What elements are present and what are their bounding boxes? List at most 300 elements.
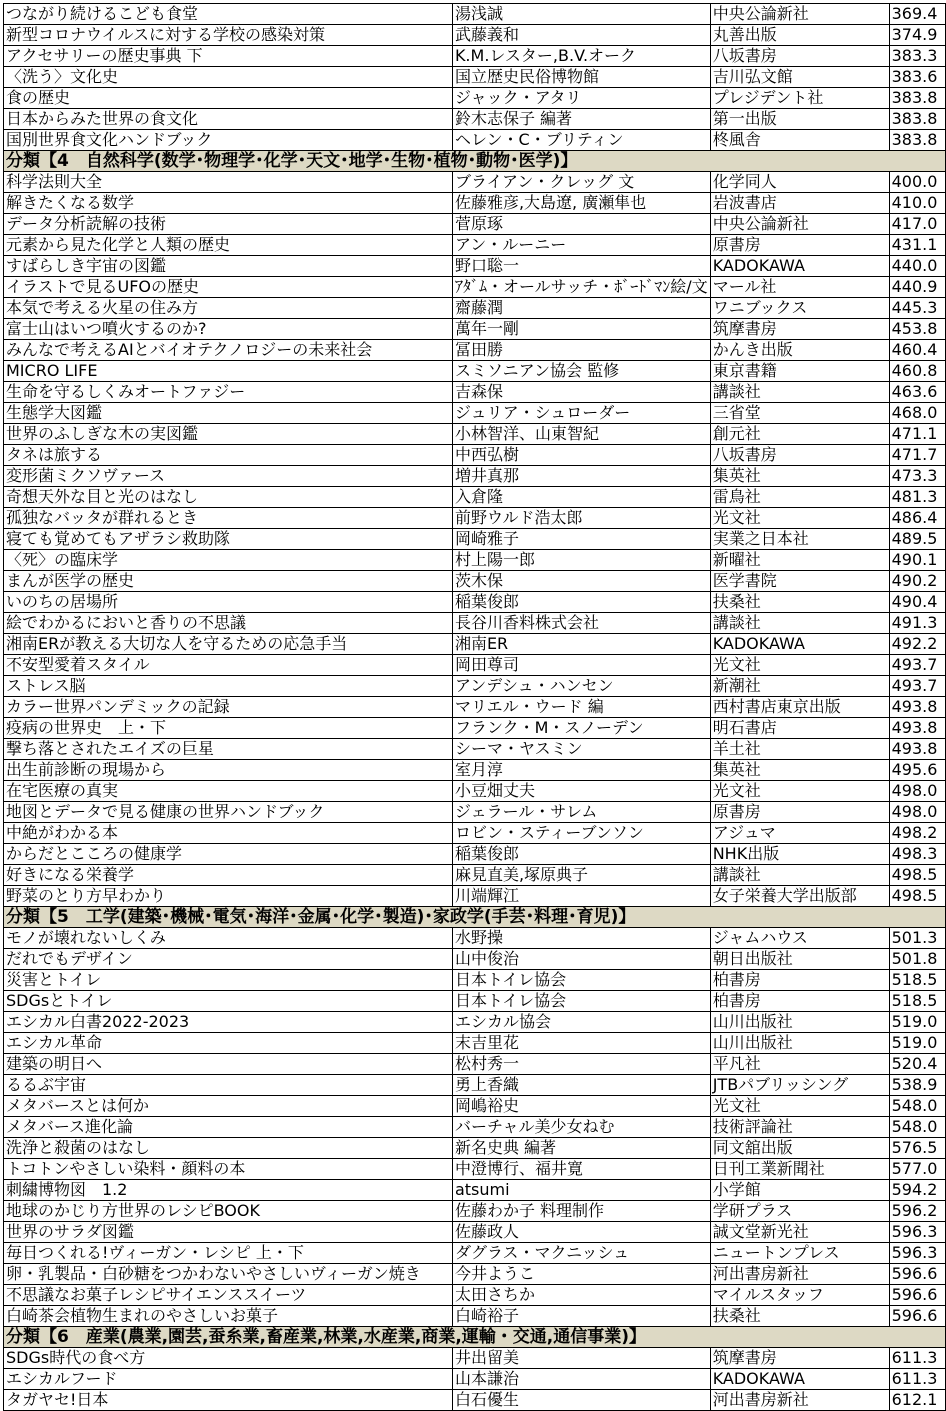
book-row bbox=[4, 1390, 946, 1411]
author-cell: 稲葉俊郎 bbox=[452, 844, 710, 865]
publisher-cell: 集英社 bbox=[710, 466, 889, 487]
book-title-cell: 絵でわかるにおいと香りの不思議 bbox=[4, 613, 453, 634]
publisher-cell: 光文社 bbox=[710, 781, 889, 802]
author-cell: 太田さちか bbox=[452, 1285, 710, 1306]
book-title-cell: 食の歴史 bbox=[4, 88, 453, 109]
author-cell: ダグラス・マクニッシュ bbox=[452, 1243, 710, 1264]
classification-number-cell: 383.6 bbox=[889, 67, 945, 88]
author-cell: ロビン・スティーブンソン bbox=[452, 823, 710, 844]
publisher-cell: 丸善出版 bbox=[710, 25, 889, 46]
book-title-cell: 〈死〉の臨床学 bbox=[4, 550, 453, 571]
book-row bbox=[4, 466, 946, 487]
publisher-cell: 明石書店 bbox=[710, 718, 889, 739]
classification-number-cell: 460.4 bbox=[889, 340, 945, 361]
publisher-cell: 羊土社 bbox=[710, 739, 889, 760]
classification-number-cell: 495.6 bbox=[889, 760, 945, 781]
publisher-cell: マイルスタッフ bbox=[710, 1285, 889, 1306]
book-row bbox=[4, 193, 946, 214]
book-row bbox=[4, 1075, 946, 1096]
classification-number-cell: 519.0 bbox=[889, 1033, 945, 1054]
author-cell: 齋藤潤 bbox=[452, 298, 710, 319]
publisher-cell: 山川出版社 bbox=[710, 1012, 889, 1033]
author-cell: 萬年一剛 bbox=[452, 319, 710, 340]
author-cell: 井出留美 bbox=[452, 1348, 710, 1369]
publisher-cell: ニュートンプレス bbox=[710, 1243, 889, 1264]
author-cell: 佐藤政人 bbox=[452, 1222, 710, 1243]
classification-number-cell: 493.8 bbox=[889, 697, 945, 718]
publisher-cell: 学研プラス bbox=[710, 1201, 889, 1222]
classification-number-cell: 410.0 bbox=[889, 193, 945, 214]
classification-number-cell: 596.6 bbox=[889, 1306, 945, 1327]
book-title-cell: エシカル革命 bbox=[4, 1033, 453, 1054]
author-cell: 岡嶋裕史 bbox=[452, 1096, 710, 1117]
book-title-cell: 元素から見た化学と人類の歴史 bbox=[4, 235, 453, 256]
classification-number-cell: 431.1 bbox=[889, 235, 945, 256]
classification-number-cell: 445.3 bbox=[889, 298, 945, 319]
book-row bbox=[4, 403, 946, 424]
classification-number-cell: 490.1 bbox=[889, 550, 945, 571]
author-cell: 増井真那 bbox=[452, 466, 710, 487]
author-cell: 岡崎雅子 bbox=[452, 529, 710, 550]
book-title-cell: いのちの居場所 bbox=[4, 592, 453, 613]
classification-number-cell: 538.9 bbox=[889, 1075, 945, 1096]
author-cell: 岡田尊司 bbox=[452, 655, 710, 676]
classification-number-cell: 383.8 bbox=[889, 109, 945, 130]
book-title-cell: 生命を守るしくみオートファジー bbox=[4, 382, 453, 403]
classification-number-cell: 498.0 bbox=[889, 781, 945, 802]
publisher-cell: 創元社 bbox=[710, 424, 889, 445]
publisher-cell: 岩波書店 bbox=[710, 193, 889, 214]
book-title-cell: 毎日つくれる!ヴィーガン・レシピ 上・下 bbox=[4, 1243, 453, 1264]
book-row bbox=[4, 1033, 946, 1054]
classification-number-cell: 468.0 bbox=[889, 403, 945, 424]
classification-number-cell: 596.6 bbox=[889, 1285, 945, 1306]
publisher-cell: 光文社 bbox=[710, 508, 889, 529]
publisher-cell: かんき出版 bbox=[710, 340, 889, 361]
book-title-cell: 変形菌ミクソヴァース bbox=[4, 466, 453, 487]
publisher-cell: 河出書房新社 bbox=[710, 1264, 889, 1285]
book-title-cell: 科学法則大全 bbox=[4, 172, 453, 193]
author-cell: 川端輝江 bbox=[452, 886, 710, 907]
book-title-cell: 生態学大図鑑 bbox=[4, 403, 453, 424]
book-row bbox=[4, 298, 946, 319]
classification-number-cell: 440.0 bbox=[889, 256, 945, 277]
publisher-cell: 柏書房 bbox=[710, 991, 889, 1012]
book-title-cell: つながり続けるこども食堂 bbox=[4, 4, 453, 25]
book-row bbox=[4, 424, 946, 445]
book-title-cell: すばらしき宇宙の図鑑 bbox=[4, 256, 453, 277]
book-row bbox=[4, 697, 946, 718]
classification-number-cell: 493.8 bbox=[889, 739, 945, 760]
book-title-cell: 在宅医療の真実 bbox=[4, 781, 453, 802]
book-title-cell: メタバース進化論 bbox=[4, 1117, 453, 1138]
category-header: 分類【6 産業(農業,園芸,蚕糸業,畜産業,林業,水産業,商業,運輸・交通,通信事業)】 bbox=[4, 1327, 946, 1348]
author-cell: 日本トイレ協会 bbox=[452, 991, 710, 1012]
publisher-cell: 柏書房 bbox=[710, 970, 889, 991]
book-title-cell: まんが医学の歴史 bbox=[4, 571, 453, 592]
author-cell: 松村秀一 bbox=[452, 1054, 710, 1075]
book-row bbox=[4, 844, 946, 865]
publisher-cell: 平凡社 bbox=[710, 1054, 889, 1075]
book-row bbox=[4, 655, 946, 676]
category-header-row bbox=[4, 907, 946, 928]
classification-number-cell: 611.3 bbox=[889, 1369, 945, 1390]
classification-number-cell: 369.4 bbox=[889, 4, 945, 25]
book-row bbox=[4, 1138, 946, 1159]
book-title-cell: エシカル白書2022-2023 bbox=[4, 1012, 453, 1033]
book-row bbox=[4, 550, 946, 571]
publisher-cell: 小学館 bbox=[710, 1180, 889, 1201]
book-title-cell: トコトンやさしい染料・顔料の本 bbox=[4, 1159, 453, 1180]
classification-number-cell: 453.8 bbox=[889, 319, 945, 340]
book-row bbox=[4, 676, 946, 697]
publisher-cell: 中央公論新社 bbox=[710, 4, 889, 25]
classification-number-cell: 493.7 bbox=[889, 676, 945, 697]
classification-number-cell: 518.5 bbox=[889, 991, 945, 1012]
book-title-cell: 地球のかじり方世界のレシピBOOK bbox=[4, 1201, 453, 1222]
author-cell: 吉森保 bbox=[452, 382, 710, 403]
book-title-cell: 世界のふしぎな木の実図鑑 bbox=[4, 424, 453, 445]
author-cell: ｱﾀﾞﾑ・オールサッチ・ﾎﾞｰﾄﾞﾏﾝ絵/文 bbox=[452, 277, 710, 298]
book-title-cell: 卵・乳製品・白砂糖をつかわないやさしいヴィーガン焼き bbox=[4, 1264, 453, 1285]
publisher-cell: 雷鳥社 bbox=[710, 487, 889, 508]
book-row bbox=[4, 1243, 946, 1264]
book-title-cell: 寝ても覚めてもアザラシ救助隊 bbox=[4, 529, 453, 550]
author-cell: 野口聡一 bbox=[452, 256, 710, 277]
category-header: 分類【5 工学(建築･機械･電気･海洋･金属･化学･製造)･家政学(手芸･料理･育児)】 bbox=[4, 907, 946, 928]
classification-number-cell: 471.1 bbox=[889, 424, 945, 445]
classification-number-cell: 501.3 bbox=[889, 928, 945, 949]
publisher-cell: 筑摩書房 bbox=[710, 319, 889, 340]
book-row bbox=[4, 529, 946, 550]
classification-number-cell: 548.0 bbox=[889, 1117, 945, 1138]
classification-number-cell: 417.0 bbox=[889, 214, 945, 235]
publisher-cell: 実業之日本社 bbox=[710, 529, 889, 550]
book-title-cell: 日本からみた世界の食文化 bbox=[4, 109, 453, 130]
classification-number-cell: 490.2 bbox=[889, 571, 945, 592]
book-list-body bbox=[4, 4, 946, 1411]
publisher-cell: 女子栄養大学出版部 bbox=[710, 886, 889, 907]
author-cell: 日本トイレ協会 bbox=[452, 970, 710, 991]
publisher-cell: プレジデント社 bbox=[710, 88, 889, 109]
classification-number-cell: 596.6 bbox=[889, 1264, 945, 1285]
book-row bbox=[4, 1348, 946, 1369]
author-cell: 鈴木志保子 編著 bbox=[452, 109, 710, 130]
book-title-cell: 世界のサラダ図鑑 bbox=[4, 1222, 453, 1243]
book-title-cell: 撃ち落とされたエイズの巨星 bbox=[4, 739, 453, 760]
book-row bbox=[4, 1201, 946, 1222]
classification-number-cell: 548.0 bbox=[889, 1096, 945, 1117]
book-title-cell: からだとこころの健康学 bbox=[4, 844, 453, 865]
publisher-cell: 扶桑社 bbox=[710, 1306, 889, 1327]
book-title-cell: 国別世界食文化ハンドブック bbox=[4, 130, 453, 151]
book-row bbox=[4, 109, 946, 130]
author-cell: ブライアン・クレッグ 文 bbox=[452, 172, 710, 193]
book-title-cell: 中絶がわかる本 bbox=[4, 823, 453, 844]
book-title-cell: 〈洗う〉文化史 bbox=[4, 67, 453, 88]
book-row bbox=[4, 361, 946, 382]
classification-number-cell: 498.5 bbox=[889, 865, 945, 886]
classification-number-cell: 576.5 bbox=[889, 1138, 945, 1159]
book-row bbox=[4, 571, 946, 592]
author-cell: 麻見直美,塚原典子 bbox=[452, 865, 710, 886]
author-cell: 稲葉俊郎 bbox=[452, 592, 710, 613]
publisher-cell: KADOKAWA bbox=[710, 256, 889, 277]
author-cell: 国立歴史民俗博物館 bbox=[452, 67, 710, 88]
book-title-cell: 富士山はいつ噴火するのか? bbox=[4, 319, 453, 340]
author-cell: バーチャル美少女ねむ bbox=[452, 1117, 710, 1138]
book-title-cell: アクセサリーの歴史事典 下 bbox=[4, 46, 453, 67]
classification-number-cell: 498.2 bbox=[889, 823, 945, 844]
author-cell: 茨木保 bbox=[452, 571, 710, 592]
book-row bbox=[4, 739, 946, 760]
classification-number-cell: 577.0 bbox=[889, 1159, 945, 1180]
book-row bbox=[4, 592, 946, 613]
author-cell: アンデシュ・ハンセン bbox=[452, 676, 710, 697]
author-cell: 村上陽一郎 bbox=[452, 550, 710, 571]
book-row bbox=[4, 760, 946, 781]
book-title-cell: 不安型愛着スタイル bbox=[4, 655, 453, 676]
publisher-cell: 筑摩書房 bbox=[710, 1348, 889, 1369]
book-row bbox=[4, 214, 946, 235]
book-list-table bbox=[3, 3, 946, 1411]
publisher-cell: 光文社 bbox=[710, 655, 889, 676]
book-row bbox=[4, 634, 946, 655]
author-cell: 勇上香織 bbox=[452, 1075, 710, 1096]
book-row bbox=[4, 802, 946, 823]
author-cell: 水野操 bbox=[452, 928, 710, 949]
publisher-cell: 山川出版社 bbox=[710, 1033, 889, 1054]
book-row bbox=[4, 928, 946, 949]
author-cell: エシカル協会 bbox=[452, 1012, 710, 1033]
author-cell: 湘南ER bbox=[452, 634, 710, 655]
book-title-cell: 災害とトイレ bbox=[4, 970, 453, 991]
classification-number-cell: 486.4 bbox=[889, 508, 945, 529]
book-row bbox=[4, 319, 946, 340]
book-row bbox=[4, 1096, 946, 1117]
author-cell: 新名史典 編著 bbox=[452, 1138, 710, 1159]
book-title-cell: 孤独なバッタが群れるとき bbox=[4, 508, 453, 529]
publisher-cell: 西村書店東京出版 bbox=[710, 697, 889, 718]
book-row bbox=[4, 1306, 946, 1327]
classification-number-cell: 383.8 bbox=[889, 88, 945, 109]
book-row bbox=[4, 1117, 946, 1138]
book-title-cell: データ分析読解の技術 bbox=[4, 214, 453, 235]
publisher-cell: ワニブックス bbox=[710, 298, 889, 319]
classification-number-cell: 498.3 bbox=[889, 844, 945, 865]
publisher-cell: JTBパブリッシング bbox=[710, 1075, 889, 1096]
author-cell: 白石優生 bbox=[452, 1390, 710, 1411]
publisher-cell: 誠文堂新光社 bbox=[710, 1222, 889, 1243]
publisher-cell: 八坂書房 bbox=[710, 445, 889, 466]
category-header: 分類【4 自然科学(数学･物理学･化学･天文･地学･生物･植物･動物･医学)】 bbox=[4, 151, 946, 172]
publisher-cell: 日刊工業新聞社 bbox=[710, 1159, 889, 1180]
author-cell: 山本謙治 bbox=[452, 1369, 710, 1390]
category-header-row bbox=[4, 1327, 946, 1348]
classification-number-cell: 492.2 bbox=[889, 634, 945, 655]
book-row bbox=[4, 172, 946, 193]
publisher-cell: 河出書房新社 bbox=[710, 1390, 889, 1411]
author-cell: 前野ウルド浩太郎 bbox=[452, 508, 710, 529]
classification-number-cell: 519.0 bbox=[889, 1012, 945, 1033]
book-row bbox=[4, 4, 946, 25]
publisher-cell: 吉川弘文館 bbox=[710, 67, 889, 88]
book-row bbox=[4, 1180, 946, 1201]
book-title-cell: メタバースとは何か bbox=[4, 1096, 453, 1117]
author-cell: 武藤義和 bbox=[452, 25, 710, 46]
classification-number-cell: 596.3 bbox=[889, 1243, 945, 1264]
book-title-cell: 奇想天外な目と光のはなし bbox=[4, 487, 453, 508]
publisher-cell: 扶桑社 bbox=[710, 592, 889, 613]
book-title-cell: だれでもデザイン bbox=[4, 949, 453, 970]
book-title-cell: 不思議なお菓子レシピサイエンススイーツ bbox=[4, 1285, 453, 1306]
book-row bbox=[4, 130, 946, 151]
publisher-cell: 東京書籍 bbox=[710, 361, 889, 382]
publisher-cell: 八坂書房 bbox=[710, 46, 889, 67]
book-row bbox=[4, 1012, 946, 1033]
book-title-cell: るるぶ宇宙 bbox=[4, 1075, 453, 1096]
classification-number-cell: 489.5 bbox=[889, 529, 945, 550]
classification-number-cell: 491.3 bbox=[889, 613, 945, 634]
publisher-cell: 中央公論新社 bbox=[710, 214, 889, 235]
book-row bbox=[4, 445, 946, 466]
book-title-cell: 解きたくなる数学 bbox=[4, 193, 453, 214]
book-title-cell: 出生前診断の現場から bbox=[4, 760, 453, 781]
classification-number-cell: 440.9 bbox=[889, 277, 945, 298]
book-title-cell: カラー世界パンデミックの記録 bbox=[4, 697, 453, 718]
author-cell: 入倉隆 bbox=[452, 487, 710, 508]
classification-number-cell: 383.3 bbox=[889, 46, 945, 67]
book-title-cell: 白崎茶会植物生まれのやさしいお菓子 bbox=[4, 1306, 453, 1327]
author-cell: 末吉里花 bbox=[452, 1033, 710, 1054]
book-title-cell: イラストで見るUFOの歴史 bbox=[4, 277, 453, 298]
author-cell: マリエル・ウード 編 bbox=[452, 697, 710, 718]
publisher-cell: KADOKAWA bbox=[710, 1369, 889, 1390]
book-title-cell: 刺繍博物図 1.2 bbox=[4, 1180, 453, 1201]
book-row bbox=[4, 382, 946, 403]
classification-number-cell: 460.8 bbox=[889, 361, 945, 382]
classification-number-cell: 383.8 bbox=[889, 130, 945, 151]
publisher-cell: NHK出版 bbox=[710, 844, 889, 865]
author-cell: 小林智洋、山東智紀 bbox=[452, 424, 710, 445]
book-row bbox=[4, 613, 946, 634]
book-title-cell: MICRO LIFE bbox=[4, 361, 453, 382]
author-cell: アン・ルーニー bbox=[452, 235, 710, 256]
classification-number-cell: 596.3 bbox=[889, 1222, 945, 1243]
publisher-cell: アジュマ bbox=[710, 823, 889, 844]
category-header-row bbox=[4, 151, 946, 172]
book-title-cell: みんなで考えるAIとバイオテクノロジーの未来社会 bbox=[4, 340, 453, 361]
author-cell: atsumi bbox=[452, 1180, 710, 1201]
author-cell: シーマ・ヤスミン bbox=[452, 739, 710, 760]
book-row bbox=[4, 1264, 946, 1285]
book-title-cell: ストレス脳 bbox=[4, 676, 453, 697]
book-title-cell: タガヤセ!日本 bbox=[4, 1390, 453, 1411]
book-title-cell: 疫病の世界史 上・下 bbox=[4, 718, 453, 739]
book-title-cell: 野菜のとり方早わかり bbox=[4, 886, 453, 907]
author-cell: 冨田勝 bbox=[452, 340, 710, 361]
book-row bbox=[4, 277, 946, 298]
publisher-cell: 新潮社 bbox=[710, 676, 889, 697]
classification-number-cell: 612.1 bbox=[889, 1390, 945, 1411]
author-cell: 白崎裕子 bbox=[452, 1306, 710, 1327]
classification-number-cell: 498.5 bbox=[889, 886, 945, 907]
classification-number-cell: 481.3 bbox=[889, 487, 945, 508]
book-row bbox=[4, 25, 946, 46]
book-row bbox=[4, 1369, 946, 1390]
classification-number-cell: 596.2 bbox=[889, 1201, 945, 1222]
classification-number-cell: 400.0 bbox=[889, 172, 945, 193]
book-title-cell: 好きになる栄養学 bbox=[4, 865, 453, 886]
book-row bbox=[4, 1222, 946, 1243]
book-row bbox=[4, 88, 946, 109]
author-cell: ジュリア・シュローダー bbox=[452, 403, 710, 424]
book-row bbox=[4, 1054, 946, 1075]
author-cell: 中西弘樹 bbox=[452, 445, 710, 466]
book-row bbox=[4, 235, 946, 256]
author-cell: ヘレン・C・ブリティン bbox=[452, 130, 710, 151]
publisher-cell: マール社 bbox=[710, 277, 889, 298]
author-cell: 小豆畑丈夫 bbox=[452, 781, 710, 802]
book-row bbox=[4, 508, 946, 529]
author-cell: ジェラール・サレム bbox=[452, 802, 710, 823]
author-cell: 中澄博行、福井寛 bbox=[452, 1159, 710, 1180]
book-row bbox=[4, 46, 946, 67]
publisher-cell: 集英社 bbox=[710, 760, 889, 781]
book-row bbox=[4, 1159, 946, 1180]
author-cell: 湯浅誠 bbox=[452, 4, 710, 25]
author-cell: フランク・M・スノーデン bbox=[452, 718, 710, 739]
publisher-cell: 原書房 bbox=[710, 235, 889, 256]
publisher-cell: 技術評論社 bbox=[710, 1117, 889, 1138]
publisher-cell: 講談社 bbox=[710, 613, 889, 634]
author-cell: 佐藤わか子 料理制作 bbox=[452, 1201, 710, 1222]
author-cell: スミソニアン協会 監修 bbox=[452, 361, 710, 382]
book-row bbox=[4, 949, 946, 970]
author-cell: K.M.レスター,B.V.オーク bbox=[452, 46, 710, 67]
book-title-cell: 洗浄と殺菌のはなし bbox=[4, 1138, 453, 1159]
publisher-cell: 同文舘出版 bbox=[710, 1138, 889, 1159]
publisher-cell: 講談社 bbox=[710, 382, 889, 403]
publisher-cell: 講談社 bbox=[710, 865, 889, 886]
classification-number-cell: 498.0 bbox=[889, 802, 945, 823]
book-row bbox=[4, 718, 946, 739]
book-row bbox=[4, 67, 946, 88]
classification-number-cell: 611.3 bbox=[889, 1348, 945, 1369]
book-row bbox=[4, 487, 946, 508]
publisher-cell: 化学同人 bbox=[710, 172, 889, 193]
book-row bbox=[4, 970, 946, 991]
publisher-cell: 朝日出版社 bbox=[710, 949, 889, 970]
book-title-cell: モノが壊れないしくみ bbox=[4, 928, 453, 949]
book-row bbox=[4, 781, 946, 802]
book-title-cell: タネは旅する bbox=[4, 445, 453, 466]
publisher-cell: 第一出版 bbox=[710, 109, 889, 130]
classification-number-cell: 463.6 bbox=[889, 382, 945, 403]
author-cell: 室月淳 bbox=[452, 760, 710, 781]
author-cell: 菅原琢 bbox=[452, 214, 710, 235]
publisher-cell: 原書房 bbox=[710, 802, 889, 823]
book-title-cell: SDGsとトイレ bbox=[4, 991, 453, 1012]
classification-number-cell: 493.7 bbox=[889, 655, 945, 676]
publisher-cell: 新曜社 bbox=[710, 550, 889, 571]
book-title-cell: SDGs時代の食べ方 bbox=[4, 1348, 453, 1369]
author-cell: 今井ようこ bbox=[452, 1264, 710, 1285]
publisher-cell: ジャムハウス bbox=[710, 928, 889, 949]
book-row bbox=[4, 886, 946, 907]
book-row bbox=[4, 340, 946, 361]
classification-number-cell: 594.2 bbox=[889, 1180, 945, 1201]
